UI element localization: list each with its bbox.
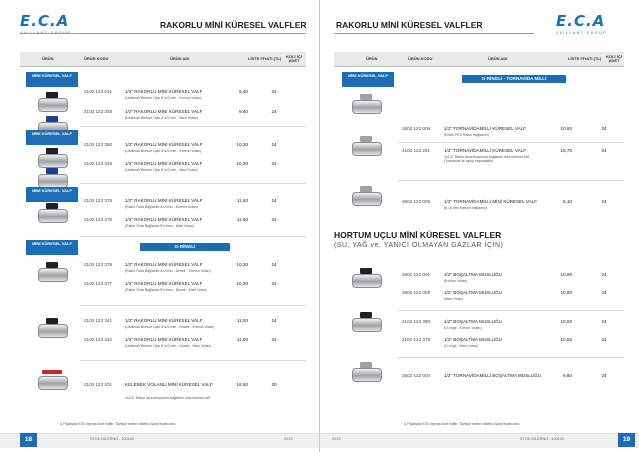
product-code: 2102 122 201 [84,382,113,387]
brand-logo [556,12,607,35]
header-kodu: ÜRÜN KODU [408,56,433,61]
right-page [320,0,639,452]
qty: 24 [601,126,607,131]
valve-image [34,92,70,116]
row-divider [398,310,624,311]
price: 10,30 [236,262,248,267]
product-desc: (Rakor Rota Bağlantılı 8 iz/mm - Kırmızı Volan) [125,205,198,209]
tornavida-ribbon: O-RİNGLİ - TORNAVİDA MİLLİ [462,75,566,83]
product-code: 2102 122 379 [402,337,431,342]
product-desc: (Uzatmalı Bortum Uçlu 8 iz/2 mm - Kırmızı Volan) [125,96,202,100]
valve-image [34,318,70,342]
product-code: 2102 122 378 [84,262,113,267]
product-desc: (Rakor Rota Bağlantılı 8 iz/mm - Mavi Volan) [125,224,195,228]
valve-image [348,136,384,160]
oring-ribbon: O-RİNGLİ [140,243,230,251]
brand-logo [20,12,71,35]
row-divider [398,180,624,181]
brand-sub: VAILLANT GROUP [556,31,608,35]
price: 15,70 [560,148,572,153]
header-urun: ÜRÜN [366,56,378,61]
qty: 24 [601,337,607,342]
footer-code: STOK DİLERNO : 100102 [90,437,135,441]
brand-mark: E.C.A [20,12,70,30]
price-note: & Fiyatlara KDV ayrıca ilave edilir. Tavsiye edilen tüketici satış fiyatlarıdır. [404,422,520,426]
qty: 20 [271,382,277,387]
qty: 24 [601,272,607,277]
product-code: 2102 122 031 [84,89,113,94]
product-name: 1/2" BOŞALTMA MUSLUĞU [444,337,502,342]
qty: 24 [601,373,607,378]
group-badge: MİNİ KÜRESEL VALF [342,72,394,87]
product-name: 1/2" RAKORLU MİNİ KÜRESEL VALF [125,217,203,222]
qty: 24 [601,148,607,153]
price: 9,40 [239,109,248,114]
footer-bar [0,433,319,448]
product-name: 1/2" RAKORLU MİNİ KÜRESEL VALF [125,161,203,166]
price: 11,00 [236,337,248,342]
table-header [20,52,306,67]
valve-image [34,262,70,286]
qty: 24 [271,89,277,94]
table-header [334,52,624,67]
section-subtitle: (SU, YAĞ ve, YANICI OLMAYAN GAZLAR İÇİN) [334,242,504,249]
product-name: 1/2" TORNAVİDAMİLLİ KÜRESEL VALF [444,148,527,153]
price: 9,10 [563,199,572,204]
product-desc: (Uzatmalı Bortum Uçlu 8 iz/2 mm - Dirsek - Mavi Volan) [125,344,211,348]
qty: 24 [271,142,277,147]
product-desc: (Uzatmalı Bortum Uçlu 8 iz/2 mm - Dirsek - Kırmızı Volan) [125,325,215,329]
price: 10,90 [560,290,572,295]
product-desc: (O-ringli - Mavi Volan) [444,344,478,348]
group-badge: MİNİ KÜRESEL VALF [26,240,78,255]
price: 16,60 [236,382,248,387]
product-name: 1/2" RAKORLU MİNİ KÜRESEL VALF [125,89,203,94]
left-page [0,0,319,452]
row-divider [398,142,624,143]
product-desc: (O-ringli - Kırmızı Volan) [444,326,482,330]
product-code: 2102 122 380 [402,319,431,324]
page-title: RAKORLU MİNİ KÜRESEL VALFLER [336,20,483,30]
product-name: 1/2" TORNAVİDAMİLLİ MİNİ KÜRESEL VALF [444,199,538,204]
qty: 24 [271,161,277,166]
group-badge: MİNİ KÜRESEL VALF [26,72,78,87]
footer-year: 2013 [284,437,293,441]
valve-image [348,362,384,386]
product-name: 1/2" TORNAVİDAMİLLİ BOŞALTMA MUSLUĞU [444,373,542,378]
section-title: HORTUM UÇLU MİNİ KÜRESEL VALFLER [334,230,502,240]
page-title: RAKORLU MİNİ KÜRESEL VALFLER [160,20,307,30]
product-name: 1/2" RAKORLU MİNİ KÜRESEL VALF [125,262,203,267]
qty: 24 [601,290,607,295]
product-desc: 3x1/2" Rakor tava sıkıştırma bağlantılı mini küresel valf [125,396,211,400]
page-number: 18 [20,433,37,447]
product-desc: (Uzatmalı Bortum Uçlu 8 iz/2 mm - Mavi Volan) [125,168,198,172]
group-badge: MİNİ KÜRESEL VALF [26,187,78,202]
product-name: 1/2" RAKORLU MİNİ KÜRESEL VALF [125,337,203,342]
valve-image [34,370,70,394]
row-divider [80,126,306,127]
valve-image [34,203,70,227]
valve-image [348,312,384,336]
qty: 24 [271,198,277,203]
product-code: 2102 122 377 [84,281,113,286]
product-desc: (Kırmızı Volan) [444,279,468,283]
price: 10,90 [560,272,572,277]
product-desc: (Mavi Volan) [444,297,464,301]
price: 10,50 [560,337,572,342]
valve-image [348,94,384,118]
header-fiyat: LİSTE FİYATI (TL) [248,56,282,61]
product-name: 1/2" BOŞALTMA MUSLUĞU [444,290,502,295]
product-name: 1/2" RAKORLU MİNİ KÜRESEL VALF [125,281,203,286]
price: 10,30 [236,142,248,147]
product-desc: (Rakor Rota Bağlantılı 8 iz/mm - Dirsek - Mavi Volan) [125,288,208,292]
row-divider [80,183,306,184]
product-name: 1/2" BOŞALTMA MUSLUĞU [444,272,502,277]
price: 11,00 [236,318,248,323]
product-desc: (8 16 mm hortum bağlantılı) [444,206,487,210]
product-code: 2102 122 375 [84,217,113,222]
product-code: 2602 122 004 [402,373,431,378]
qty: 24 [601,199,607,204]
product-name: 1/2" RAKORLU MİNİ KÜRESEL VALF [125,198,203,203]
group-badge: MİNİ KÜRESEL VALF [26,130,78,145]
product-name: 1/2" BOŞALTMA MUSLUĞU [444,319,502,324]
price: 10,30 [236,281,248,286]
header-koli: KOLİ İÇİ ADET [286,54,302,63]
qty: 24 [271,337,277,342]
product-desc: (Rakor Rota Bağlantılı 8 iz/mm - Dirsek - Kırmızı Volan) [125,269,211,273]
price: 9,80 [563,373,572,378]
product-code: 2102 122 261 [402,148,431,153]
row-divider [80,360,306,361]
price: 9,40 [239,89,248,94]
brand-mark: E.C.A [556,12,606,30]
product-code: 2102 122 349 [84,161,113,166]
header-urun: ÜRÜN [42,56,54,61]
product-code: 2102 122 376 [84,198,113,203]
product-desc: (Uzatmalı Bortum Uçlu 8 iz/2 mm - Kırmızı Volan) [125,149,202,153]
product-desc: (Uzatmalı Bortum Uçlu 8 iz/2 mm - Mavi Volan) [125,116,198,120]
row-divider [80,305,306,306]
qty: 24 [271,318,277,323]
product-name: KELEBEK VOLANLI MİNİ KÜRESEL VALF [125,382,213,387]
footer-bar [320,433,639,448]
price: 11,60 [236,217,248,222]
page-number: 19 [618,433,635,447]
valve-image [348,268,384,292]
product-name: 1/2" RAKORLU MİNİ KÜRESEL VALF [125,109,203,114]
price: 11,60 [236,198,248,203]
qty: 24 [271,262,277,267]
product-code: 2602 122 009 [402,290,431,295]
header-koli: KOLİ İÇİ ADET [606,54,622,63]
product-code: 2102 122 341 [84,318,113,323]
footer-year: 2013 [332,437,341,441]
product-code: 2102 122 350 [84,142,113,147]
product-name: 1/2" TORNAVİDAMİLLİ KÜRESEL VALF [444,126,527,131]
product-name: 1/2" RAKORLU MİNİ KÜRESEL VALF [125,142,203,147]
valve-image [348,186,384,210]
product-code: 2102 122 342 [84,337,113,342]
header-kodu: ÜRÜN KODU [84,56,109,61]
price: 10,30 [236,161,248,166]
qty: 24 [271,217,277,222]
row-divider [80,236,306,237]
qty: 24 [601,319,607,324]
product-code: 2602 122 005 [402,199,431,204]
product-code: 2602 122 001 [402,272,431,277]
header-adi: ÜRÜN ADI [488,56,508,61]
price-note: & Fiyatlara KDV ayrıca ilave edilir. Tavsiye edilen tüketici satış fiyatlarıdır. [60,422,176,426]
product-code: 2102 122 348 [84,109,113,114]
price: 10,60 [560,126,572,131]
qty: 24 [271,281,277,286]
price: 10,50 [560,319,572,324]
product-name: 1/2" RAKORLU MİNİ KÜRESEL VALF [125,318,203,323]
title-divider [334,33,534,34]
header-adi: ÜRÜN ADI [170,56,190,61]
product-desc: 3x1/2" Rakor tava sıkıştırma bağlantılı mini küresel valf (Tornavida ile açılıp kapanabilir) [444,155,530,163]
row-divider [398,357,624,358]
footer-code: STOK DİLERNO : 100102 [520,437,565,441]
title-divider [20,33,306,34]
qty: 24 [271,109,277,114]
product-desc: (Erkek PEX Rakor bağlantılı) [444,133,489,137]
product-code: 2602 122 006 [402,126,431,131]
header-fiyat: LİSTE FİYATI (TL) [568,56,602,61]
